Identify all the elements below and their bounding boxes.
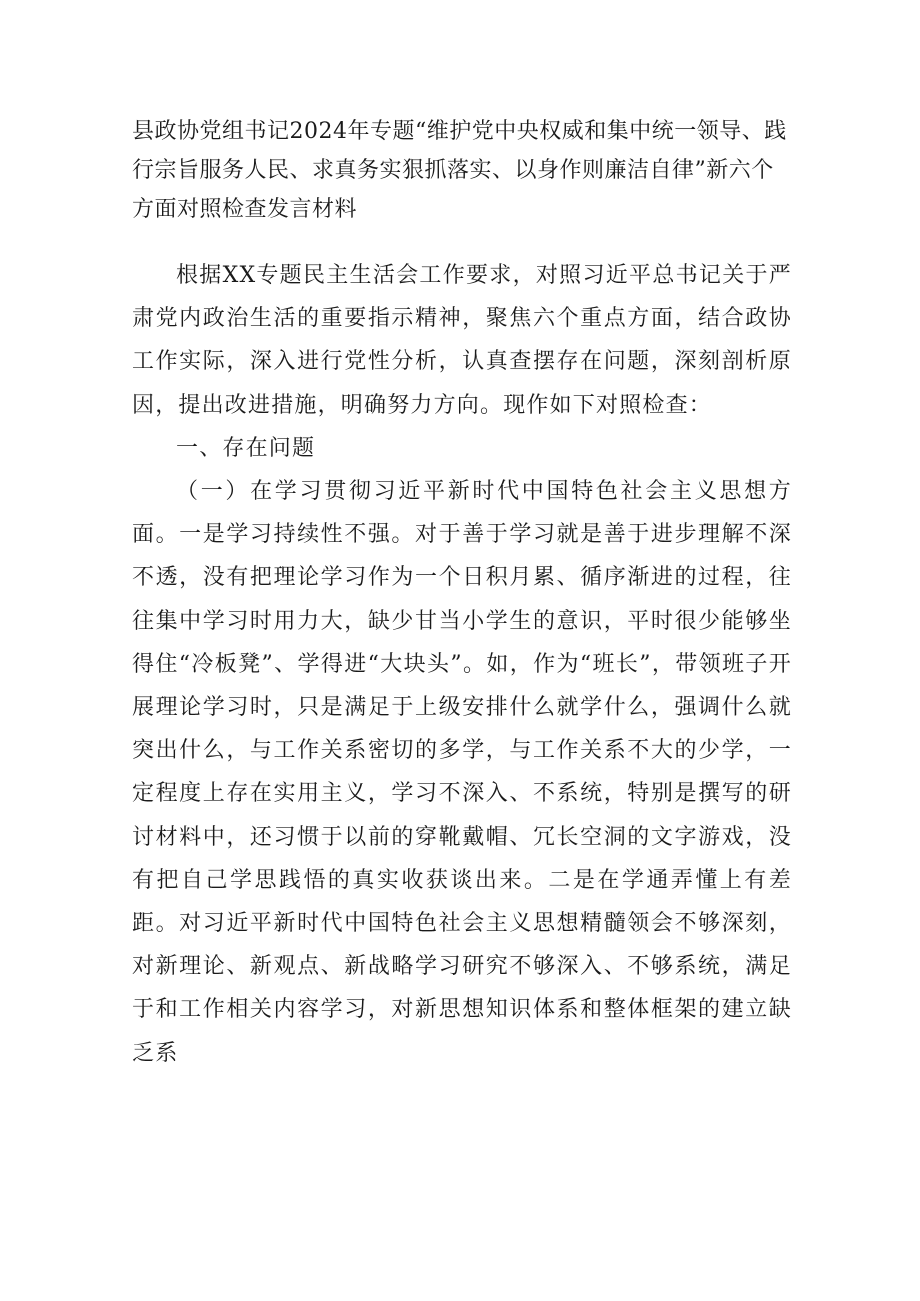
document-body [132,254,792,1075]
document-title: 县政协党组书记2024年专题“维护党中央权威和集中统一领导、践行宗旨服务人民、求真务实狠抓落实、以身作则廉洁自律”新六个方面对照检查发言材料 [132,119,787,222]
subsection-paragraph: （一）在学习贯彻习近平新时代中国特色社会主义思想方面。一是学习持续性不强。对于善于学习就是善于进步理解不深不透，没有把理论学习作为一个日积月累、循序渐进的过程，往往集中学习时用力大，缺少甘当小学生的意识，平时很少能够坐得住“冷板凳”、学得进“大块头”。如，作为“班长”，带领班子开展理论学习时，只是满足于上级安排什么就学什么，强调什么就突出什么，与工作关系密切的多学，与工作关系不大的少学，一定程度上存在实用主义，学习不深入、不系统，特别是撰写的研讨材料中，还习惯于以前的穿靴戴帽、冗长空洞的文字游戏，没有把自己学思践悟的真实收获谈出来。二是在学通弄懂上有差距。对习近平新时代中国特色社会主义思想精髓领会不够深刻，对新理论、新观点、新战略学习研究不够深入、不够系统，满足于和工作相关内容学习，对新思想知识体系和整体框架的建立缺乏系 [132,479,792,1066]
intro-paragraph: 根据XX专题民主生活会工作要求，对照习近平总书记关于严肃党内政治生活的重要指示精神，聚焦六个重点方面，结合政协工作实际，深入进行党性分析，认真查摆存在问题，深刻剖析原因，提出改进措施，明确努力方向。现作如下对照检查： [132,263,792,418]
section-heading: 一、存在问题 [176,435,316,461]
